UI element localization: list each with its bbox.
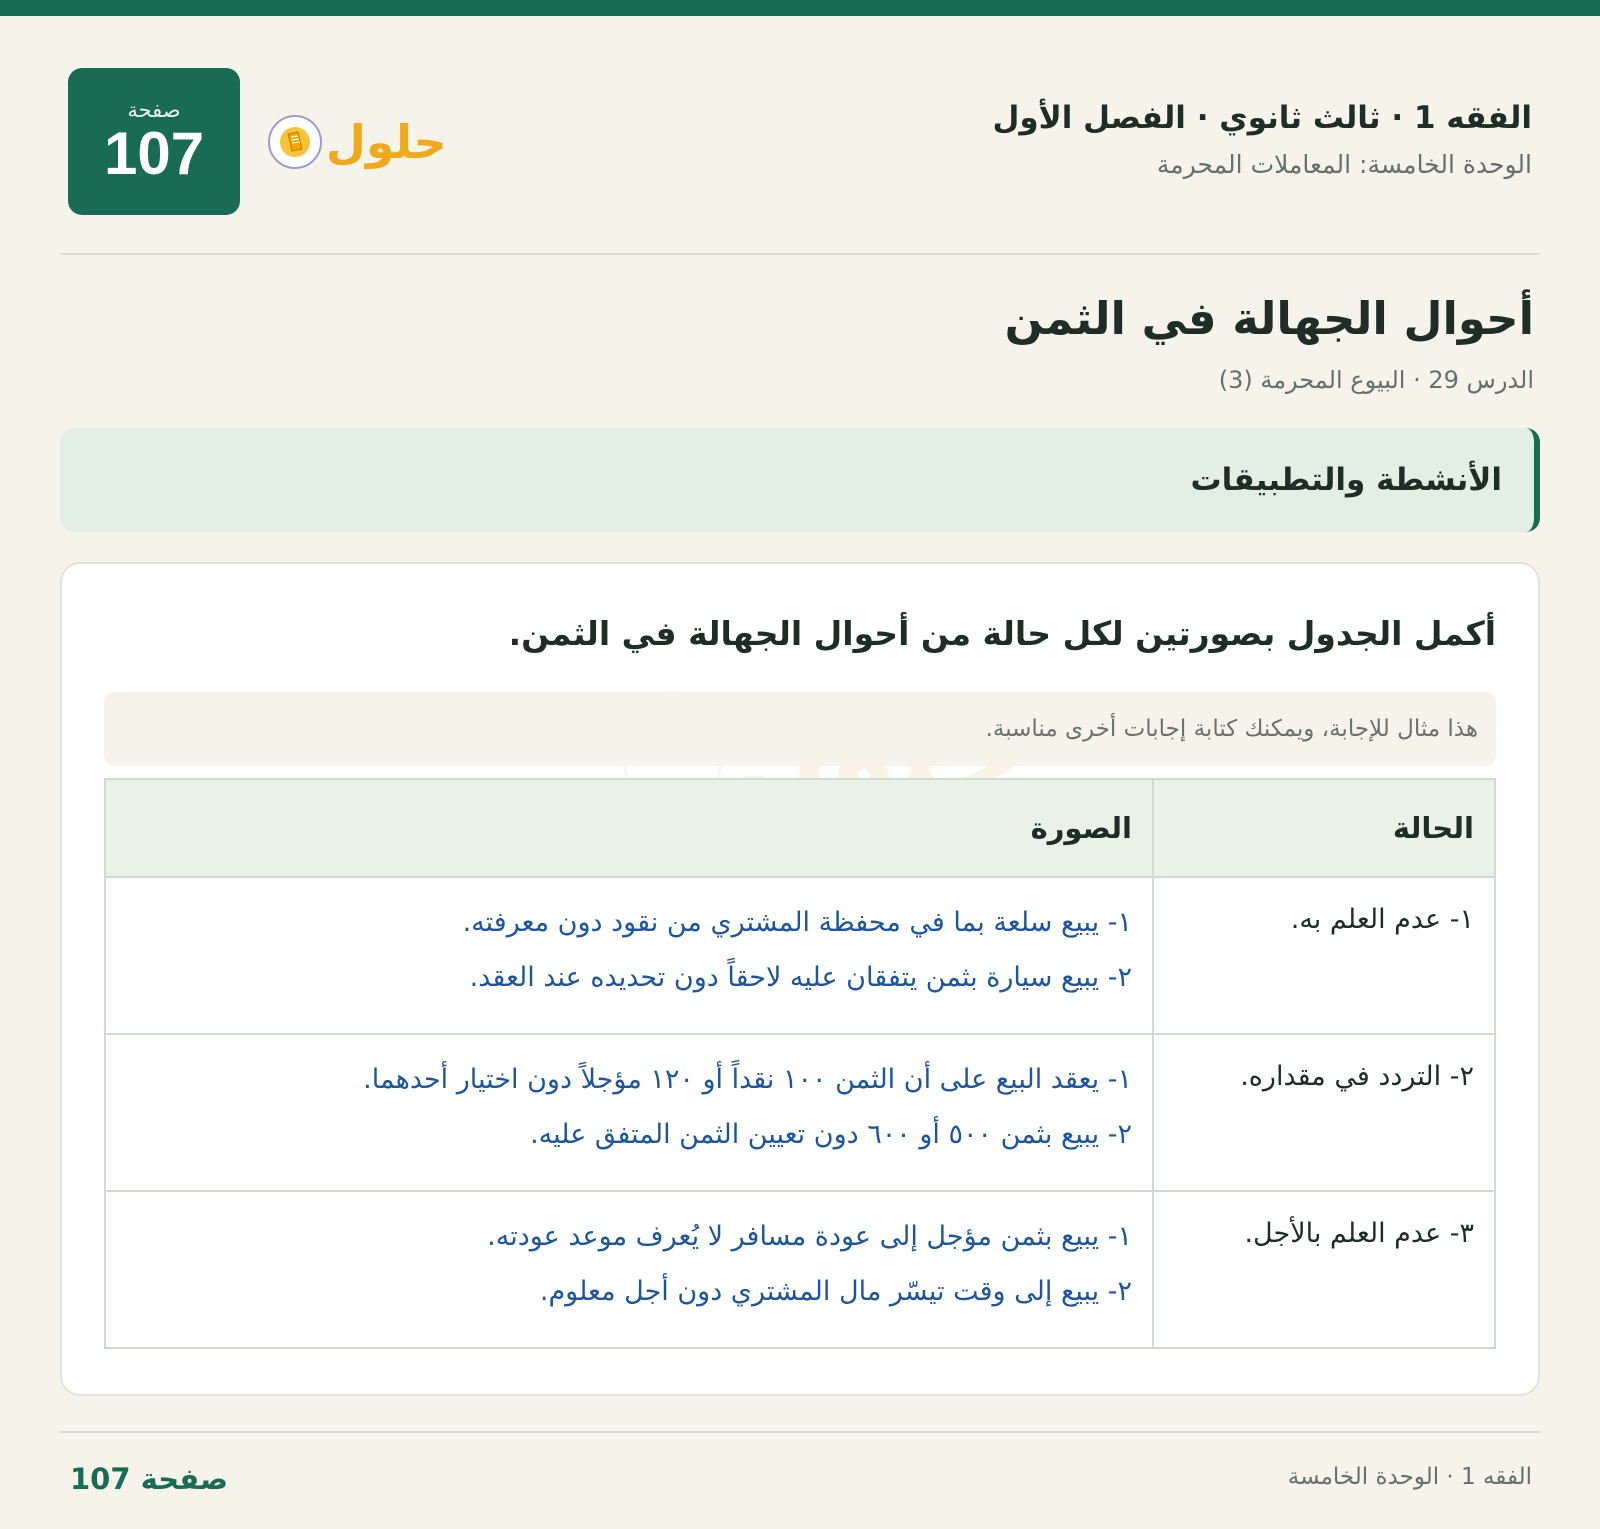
hulul-logo[interactable] (268, 115, 447, 169)
header-titles (992, 68, 1532, 179)
example-line: ١- يعقد البيع على أن الثمن ١٠٠ نقداً أو ١٢٠ مؤجلاً دون اختيار أحدهما. (363, 1064, 1132, 1095)
example-line: ٢- يبيع سيارة بثمن يتفقان عليه لاحقاً دون تحديده عند العقد. (469, 961, 1132, 993)
example-line: ٢- يبيع إلى وقت تيسّر مال المشتري دون أجل معلوم. (539, 1275, 1132, 1307)
case-cell: ٢- التردد في مقداره. (1153, 1034, 1495, 1191)
case-cell: ٣- عدم العلم بالأجل. (1153, 1191, 1495, 1348)
top-accent-bar (0, 0, 1600, 16)
section-header (60, 428, 1540, 532)
answers-table (104, 778, 1496, 1349)
footer-page-number: صفحة 107 (70, 1462, 229, 1496)
footer-book-unit: الفقه 1 · الوحدة الخامسة (1287, 1464, 1532, 1490)
table-header-row (105, 779, 1495, 877)
lesson-subtitle: الدرس 29 · البيوع المحرمة (3) (1218, 366, 1534, 394)
column-header-example: الصورة (105, 779, 1153, 877)
question-card (60, 562, 1540, 1396)
unit-title: الوحدة الخامسة: المعاملات المحرمة (1156, 150, 1532, 179)
page-badge-label: صفحة (127, 98, 181, 122)
examples-cell (105, 877, 1153, 1034)
example-line: ١- يبيع بثمن مؤجل إلى عودة مسافر لا يُعرف موعد عودته. (487, 1221, 1132, 1252)
column-header-case: الحالة (1153, 779, 1495, 877)
page-badge-number: 107 (103, 120, 205, 187)
table-row (105, 1191, 1495, 1348)
case-cell: ١- عدم العلم به. (1153, 877, 1495, 1034)
logo-text: حلول (326, 114, 447, 169)
page-header (68, 68, 1532, 218)
header-divider (60, 253, 1540, 255)
answer-note: هذا مثال للإجابة، ويمكنك كتابة إجابات أخرى مناسبة. (104, 692, 1496, 766)
header-branding (68, 68, 447, 215)
lesson-title: أحوال الجهالة في الثمن (1004, 292, 1534, 345)
question-text: أكمل الجدول بصورتين لكل حالة من أحوال الجهالة في الثمن. (508, 614, 1496, 653)
book-icon (268, 115, 322, 169)
table-row (105, 877, 1495, 1034)
table-row (105, 1034, 1495, 1191)
section-title: الأنشطة والتطبيقات (1190, 462, 1502, 498)
footer-divider (60, 1431, 1540, 1433)
page-badge (68, 68, 240, 215)
example-line: ٢- يبيع بثمن ٥٠٠ أو ٦٠٠ دون تعيين الثمن المتفق عليه. (530, 1118, 1132, 1150)
book-title: الفقه 1 · ثالث ثانوي · الفصل الأول (992, 100, 1532, 136)
examples-cell (105, 1191, 1153, 1348)
example-line: ١- يبيع سلعة بما في محفظة المشتري من نقود دون معرفته. (462, 907, 1132, 938)
examples-cell (105, 1034, 1153, 1191)
